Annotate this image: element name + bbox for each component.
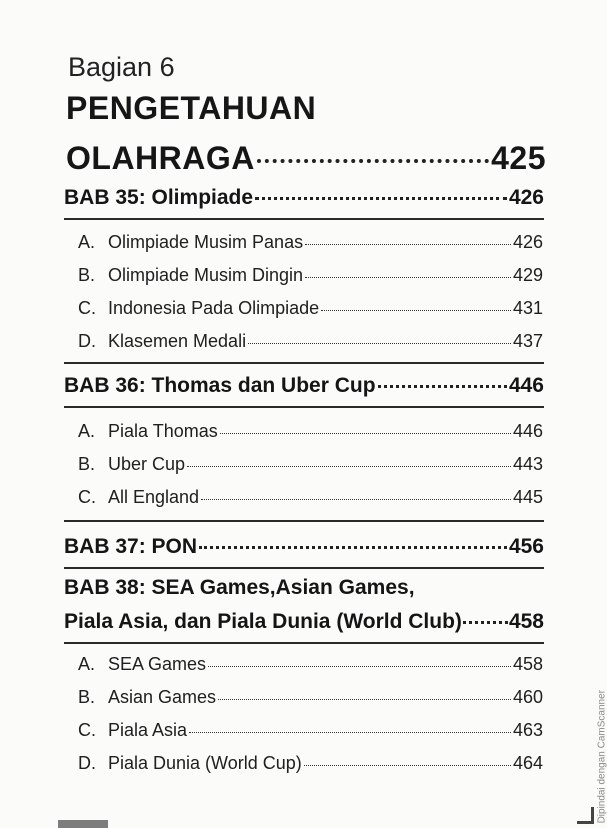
item-label: Piala Thomas [108, 421, 218, 441]
item-label: Klasemen Medali [108, 331, 247, 351]
chapter-label: BAB 35: Olimpiade [64, 186, 254, 209]
leader-dots [248, 343, 511, 344]
chapter-divider [64, 406, 544, 408]
part-page: 425 [491, 140, 546, 176]
chapter-page: 446 [508, 374, 544, 397]
chapter-label: BAB 37: PON [64, 535, 198, 558]
chapter-37[interactable] [64, 535, 544, 559]
leader-dots [304, 765, 511, 766]
item-label: Piala Dunia (World Cup) [108, 753, 302, 773]
part-title-line1: PENGETAHUAN [66, 90, 317, 126]
chapter-label-line2: Piala Asia, dan Piala Dunia (World Club) [64, 610, 462, 633]
chapter-38-line1[interactable] [64, 576, 544, 600]
item-label: Olimpiade Musim Dingin [108, 265, 304, 285]
chapter-divider [64, 567, 544, 569]
corner-mark [577, 807, 594, 824]
leader-dots [257, 159, 489, 163]
item-letter: A. [78, 232, 96, 252]
leader-dots [305, 277, 511, 278]
leader-dots [218, 699, 511, 700]
item-label: Uber Cup [108, 454, 186, 474]
part-title-line2-row [66, 140, 546, 177]
item-page: 463 [512, 720, 543, 740]
leader-dots [321, 310, 511, 311]
leader-dots [463, 621, 508, 624]
item-letter: A. [78, 421, 96, 441]
page-edge-mark [58, 820, 108, 828]
item-letter: D. [78, 331, 96, 351]
item-page: 437 [512, 331, 543, 351]
scanner-watermark: Dipindai dengan CamScanner [596, 690, 607, 824]
item-label: Indonesia Pada Olimpiade [108, 298, 320, 318]
item-label: Olimpiade Musim Panas [108, 232, 304, 252]
item-label: Piala Asia [108, 720, 188, 740]
leader-dots [255, 197, 507, 200]
item-letter: A. [78, 654, 96, 674]
toc-item-35a[interactable] [78, 232, 543, 253]
item-letter: C. [78, 298, 96, 318]
item-letter: D. [78, 753, 96, 773]
item-page: 429 [512, 265, 543, 285]
leader-dots [199, 546, 507, 549]
leader-dots [378, 385, 507, 388]
item-page: 443 [512, 454, 543, 474]
item-letter: C. [78, 487, 96, 507]
toc-item-36a[interactable] [78, 421, 543, 442]
item-page: 458 [512, 654, 543, 674]
toc-item-35c[interactable] [78, 298, 543, 319]
chapter-page: 426 [508, 186, 544, 209]
item-label: All England [108, 487, 200, 507]
toc-item-36b[interactable] [78, 454, 543, 475]
item-page: 445 [512, 487, 543, 507]
item-page: 446 [512, 421, 543, 441]
chapter-page: 456 [508, 535, 544, 558]
leader-dots [189, 732, 511, 733]
leader-dots [201, 499, 511, 500]
item-letter: B. [78, 687, 96, 707]
toc-item-38c[interactable] [78, 720, 543, 741]
item-label: Asian Games [108, 687, 217, 707]
chapter-divider [64, 520, 544, 522]
chapter-label: BAB 36: Thomas dan Uber Cup [64, 374, 376, 397]
part-title-line2: OLAHRAGA [66, 140, 255, 176]
chapter-divider [64, 218, 544, 220]
toc-item-35b[interactable] [78, 265, 543, 286]
chapter-36[interactable] [64, 374, 544, 398]
chapter-35[interactable] [64, 186, 544, 210]
item-letter: B. [78, 454, 96, 474]
chapter-divider [64, 362, 544, 364]
item-label: SEA Games [108, 654, 207, 674]
toc-item-36c[interactable] [78, 487, 543, 508]
leader-dots [305, 244, 511, 245]
chapter-page: 458 [508, 610, 544, 633]
toc-item-38b[interactable] [78, 687, 543, 708]
chapter-38[interactable] [64, 610, 544, 634]
item-page: 460 [512, 687, 543, 707]
item-page: 426 [512, 232, 543, 252]
item-letter: B. [78, 265, 96, 285]
chapter-label-line1: BAB 38: SEA Games,Asian Games, [64, 576, 415, 599]
leader-dots [187, 466, 511, 467]
leader-dots [220, 433, 511, 434]
item-letter: C. [78, 720, 96, 740]
section-label: Bagian 6 [68, 52, 175, 82]
item-page: 431 [512, 298, 543, 318]
chapter-divider [64, 642, 544, 644]
toc-item-38d[interactable] [78, 753, 543, 774]
item-page: 464 [512, 753, 543, 773]
toc-item-35d[interactable] [78, 331, 543, 352]
toc-item-38a[interactable] [78, 654, 543, 675]
leader-dots [208, 666, 511, 667]
